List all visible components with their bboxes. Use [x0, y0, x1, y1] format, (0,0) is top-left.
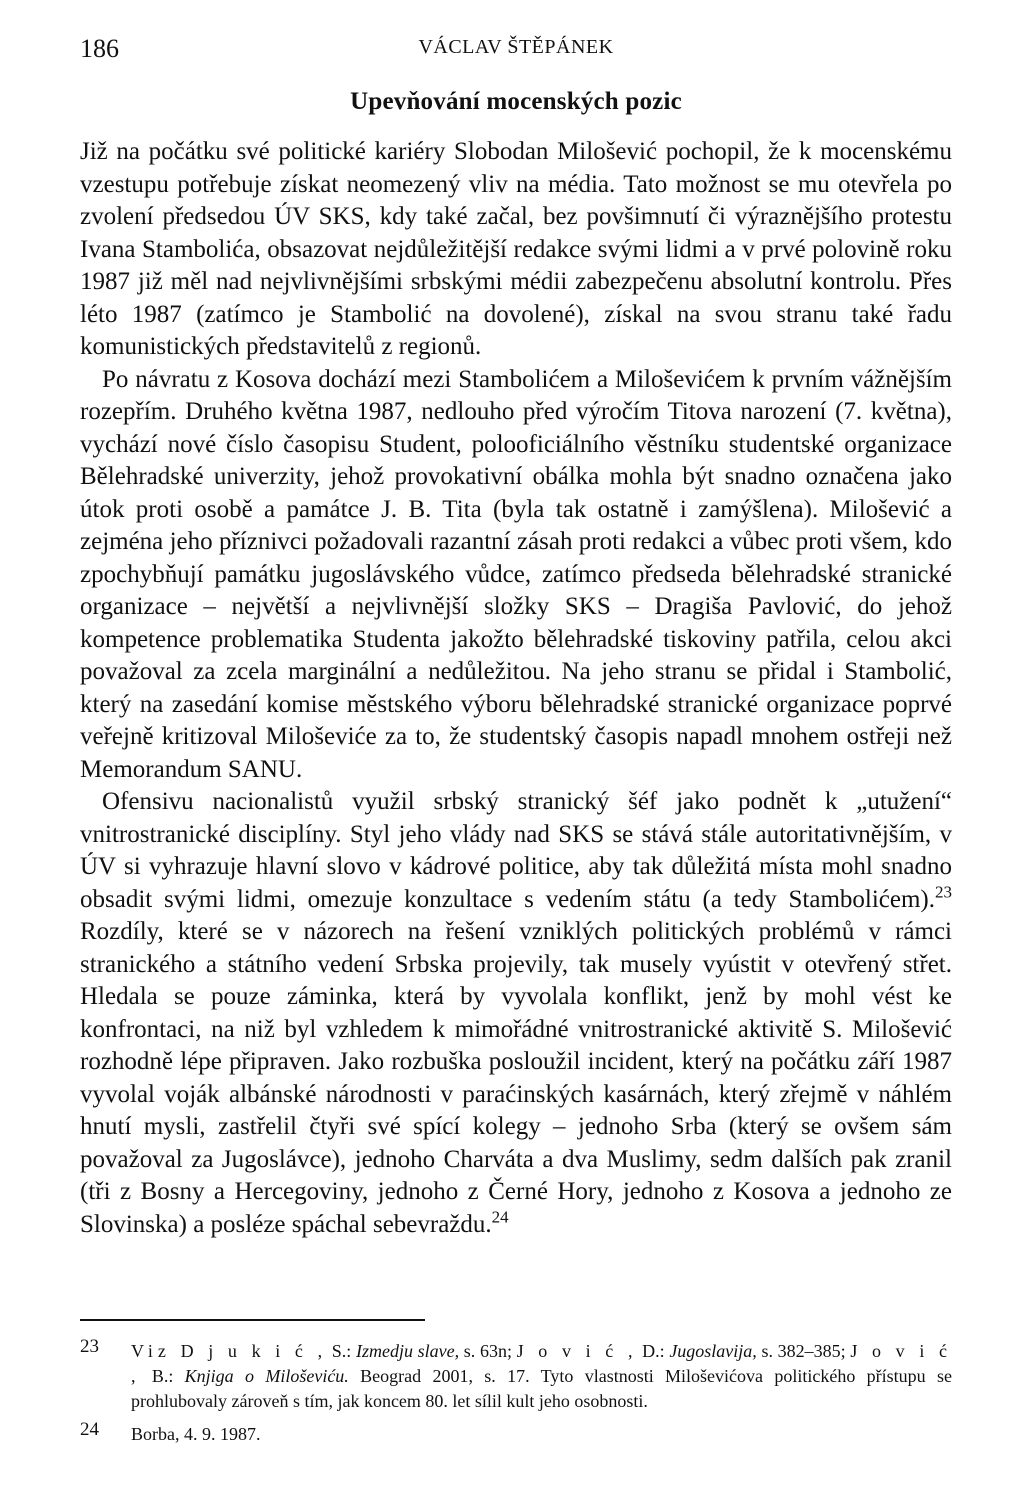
footnote-23-text-4: s. 382–385;: [756, 1341, 851, 1361]
footnote-reference-23[interactable]: 23: [935, 882, 952, 902]
paragraph-3-text-1: Ofensivu nacionalistů využil srbský stranický šéf jako podnět k „utužení“ vnitrostranické disciplíny. Styl jeho vlády nad SKS se stává stále autoritativnějším, v ÚV si vyhrazuje hlavní slovo v kádrové politice, aby tak důležitá místa mohl snadno obsadit svými lidmi, omezuje konzultace s vedením státu (a tedy Stambolićem).: [80, 788, 952, 913]
footnote-23-author-2: J o v i ć ,: [516, 1341, 638, 1361]
footnote-23-title-3: Knjiga o Miloševiću.: [184, 1366, 349, 1386]
body-text: [80, 136, 952, 1241]
footnote-23-author-3: J o v i ć ,: [131, 1341, 952, 1386]
page-number: 186: [80, 34, 119, 63]
paragraph-3: [80, 786, 952, 1241]
footnote-divider: [80, 1319, 425, 1321]
section-title: Upevňování mocenských pozic: [350, 88, 682, 115]
footnote-24: [80, 1419, 952, 1447]
footnote-23-title-2: Jugoslavija,: [669, 1341, 757, 1361]
footnote-23-author-1: Viz D j u k i ć ,: [131, 1341, 328, 1361]
paragraph-1: [80, 136, 952, 364]
footnote-23: [80, 1336, 952, 1414]
paragraph-2: [80, 364, 952, 787]
paragraph-3-text-2: Rozdíly, které se v názorech na řešení vzniklých politických problémů v rámci stranického a státního vedení Srbska projevily, tak musely vyústit v otevřený střet. Hledala se pouze záminka, která by vyvolala konflikt, jenž by mohl vést ke konfrontaci, na niž byl vzhledem k mimořádné vnitrostranické aktivitě S. Milošević rozhodně lépe připraven. Jako rozbuška posloužil incident, který na počátku září 1987 vyvolal voják albánské národnosti v paraćinských kasárnách, který zřejmě v náhlém hnutí mysli, zastřelil čtyři své spící kolegy – jednoho Srba (který se ovšem sám považoval za Jugoslávce), jednoho Charváta a dva Muslimy, sedm dalších pak zranil (tři z Bosny a Hercegoviny, jednoho z Černé Hory, jednoho z Kosova a jednoho ze Slovinska) a posléze spáchal sebevraždu.: [80, 918, 952, 1238]
footnote-23-text-3: D.:: [637, 1341, 670, 1361]
footnote-number-24: 24: [80, 1419, 99, 1440]
footnote-23-text-1: S.:: [327, 1341, 356, 1361]
footnotes: [80, 1336, 952, 1447]
footnote-23-text-5: B.:: [140, 1366, 185, 1386]
running-author: VÁCLAV ŠTĚPÁNEK: [418, 36, 614, 58]
paragraph-2-text: Po návratu z Kosova dochází mezi Stambolićem a Miloševićem k prvním vážnějším rozepřím. Druhého května 1987, nedlouho před výročím Titova narození (7. května), vychází nové číslo časopisu Student, polooficiálního věstníku studentské organizace Bělehradské univerzity, jehož provokativní obálka mohla být snadno označena jako útok proti osobě a památce J. B. Tita (byla tak ostatně i zamýšlena). Milošević a zejména jeho příznivci požadovali razantní zásah proti redakci a vůbec proti všem, kdo zpochybňují památku jugoslávského vůdce, zatímco předseda bělehradské stranické organizace – největší a nejvlivnější složky SKS – Dragiša Pavlović, do jehož kompetence problematika Studenta jakožto bělehradské tiskoviny patřila, celou akci považoval za zcela marginální a nedůležitou. Na jeho stranu se přidal i Stambolić, který na zasedání komise městského výboru bělehradské stranické organizace poprvé veřejně kritizoval Miloševiće za to, že studentský časopis napadl mnohem ostřeji než Memorandum SANU.: [80, 365, 952, 783]
footnote-23-text-6: Beograd 2001, s. 17. Tyto vlastnosti Miloševićova politického přístupu se prohlubovaly zároveň s tím, jak koncem 80. let sílil kult jeho osobnosti.: [131, 1366, 952, 1411]
footnote-reference-24[interactable]: 24: [491, 1207, 509, 1227]
footnote-23-title-1: Izmedju slave,: [355, 1341, 460, 1361]
document-page: [80, 28, 952, 1455]
footnote-number-23: 23: [80, 1336, 99, 1357]
footnote-24-text: Borba, 4. 9. 1987.: [131, 1424, 261, 1444]
running-header: [80, 28, 952, 68]
paragraph-1-text: Již na počátku své politické kariéry Slobodan Milošević pochopil, že k mocenskému vzestupu potřebuje získat neomezený vliv na média. Tato možnost se mu otevřela po zvolení předsedou ÚV SKS, kdy také začal, bez povšimnutí či výraznějšího protestu Ivana Stambolića, obsazovat nejdůležitější redakce svými lidmi a v prvé polovině roku 1987 již měl nad nejvlivnějšími srbskými médii zabezpečenu absolutní kontrolu. Přes léto 1987 (zatímco je Stambolić na dovolené), získal na svou stranu také řadu komunistických představitelů z regionů.: [80, 138, 952, 360]
footnote-23-text-2: s. 63n;: [459, 1341, 517, 1361]
